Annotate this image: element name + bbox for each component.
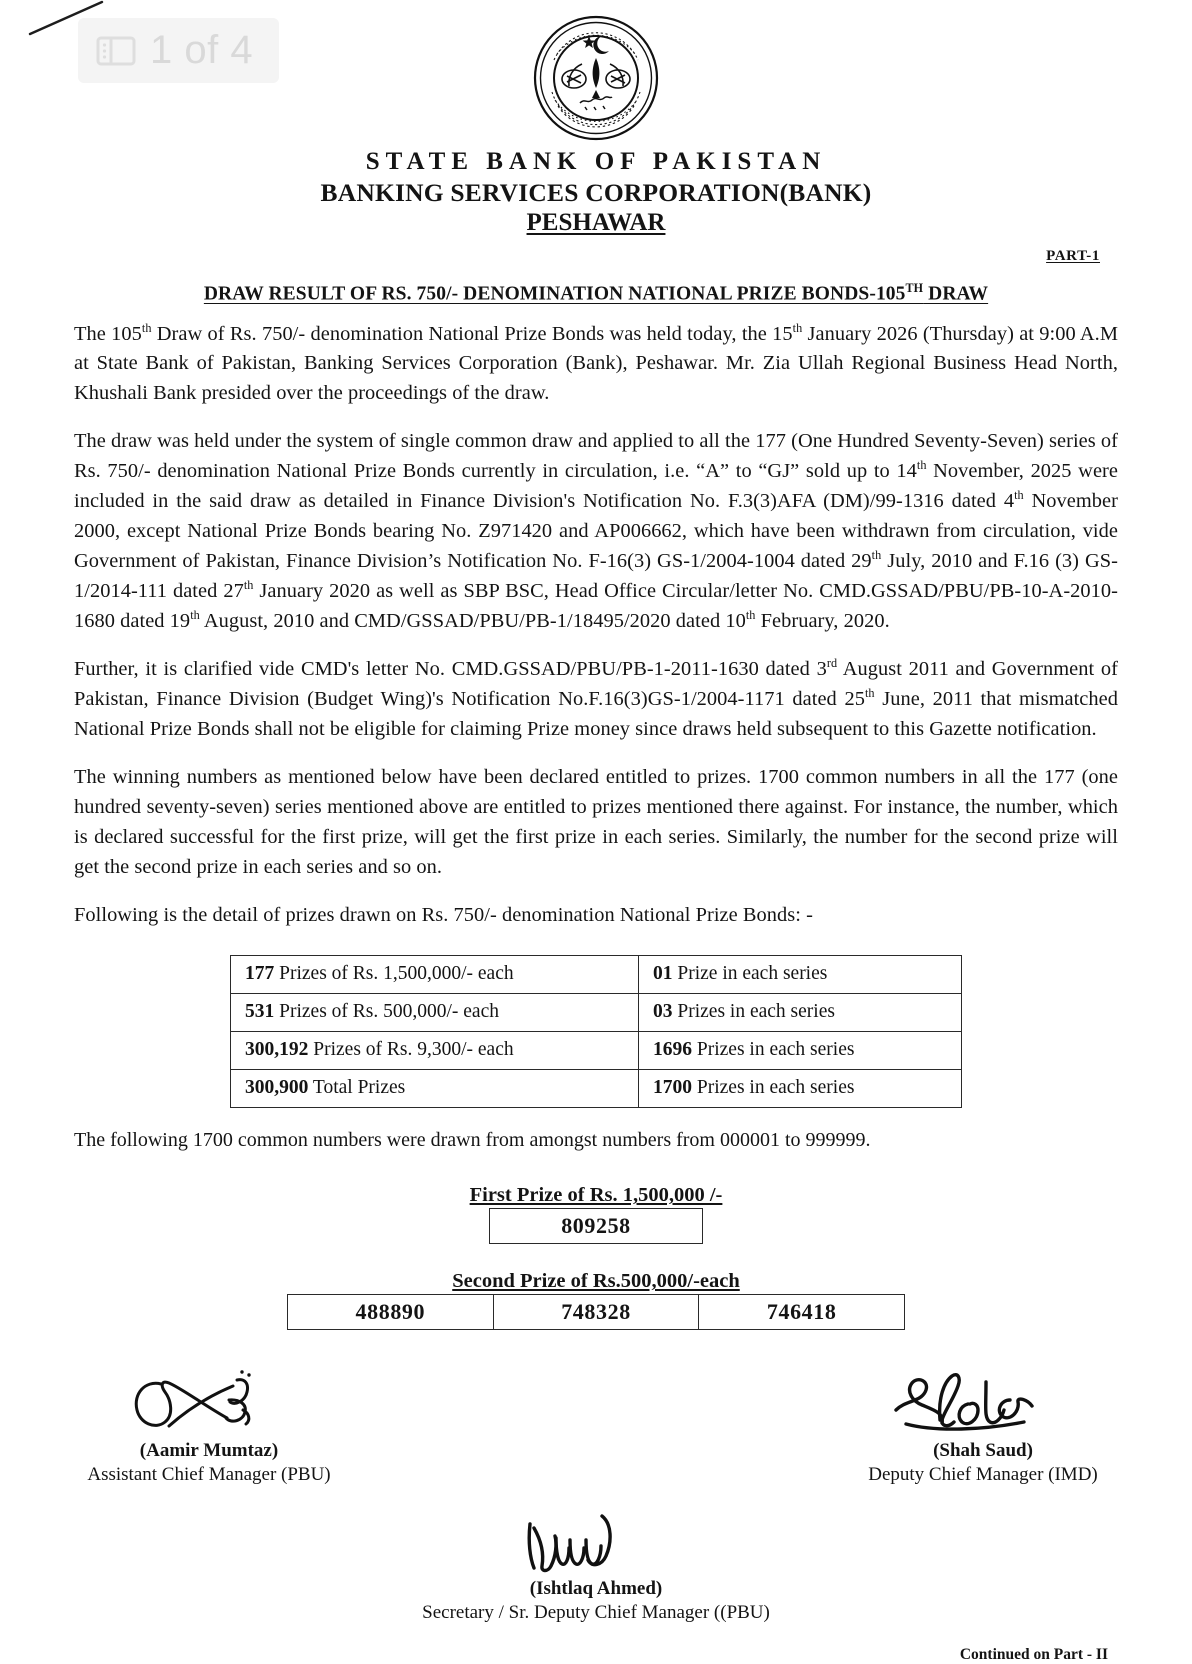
p3-seg-a: Further, it is clarified vide CMD's letter No. CMD.GSSAD/PBU/PB-1-2011-1630 dated 3 (74, 658, 827, 681)
p2-sup-1: th (916, 458, 927, 473)
first-prize-number-box (489, 1208, 703, 1244)
paragraph-series-notification (74, 427, 1118, 637)
series-desc: Prizes in each series (692, 1077, 855, 1099)
second-prize-number: 488890 (355, 1299, 426, 1325)
page-layout-icon (96, 35, 136, 67)
p2-seg-f: August, 2010 and CMD/GSSAD/PBU/PB-1/18495/2020 dated 10 (199, 610, 746, 633)
table-row (231, 956, 962, 994)
signatory-right-name: (Shah Saud) (933, 1440, 1033, 1462)
p2-seg-c: November 2000, except National Prize Bonds bearing No. Z971420 and AP006662, which have been withdrawn from circulation, vide Government of Pakistan, Finance Division’s Notification No. F-16(3) GS-1/2004-1004 dated 29 (74, 490, 1118, 573)
handwritten-signature-icon (109, 1366, 309, 1444)
signatory-center-name: (Ishtlaq Ahmed) (529, 1578, 663, 1600)
prize-summary-table (230, 955, 962, 1108)
signatory-center (74, 1508, 1118, 1624)
second-prize-number: 746418 (766, 1299, 837, 1325)
organisation-heading (74, 148, 1118, 237)
series-count: 1696 (653, 1039, 692, 1061)
prize-desc: Prizes of Rs. 500,000/- each (274, 1001, 499, 1023)
signatory-left-title: Assistant Chief Manager (PBU) (87, 1464, 331, 1486)
series-count: 01 (653, 963, 673, 985)
prize-desc: Prizes of Rs. 1,500,000/- each (274, 963, 514, 985)
title-suffix: DRAW (923, 283, 989, 305)
prize-count: 300,900 (245, 1077, 309, 1099)
second-prize-cell (698, 1294, 905, 1330)
series-count-cell (639, 994, 962, 1032)
first-prize-heading: First Prize of Rs. 1,500,000 /- (469, 1184, 723, 1207)
part-label-row (74, 247, 1118, 265)
second-prize-cell (493, 1294, 699, 1330)
series-count: 1700 (653, 1077, 692, 1099)
table-row (231, 994, 962, 1032)
second-prize-cell (287, 1294, 493, 1330)
p2-seg-d: July, 2010 and F.16 (3) GS-1/2014-111 dated 27 (74, 550, 1118, 603)
p3-sup-1: rd (826, 656, 838, 671)
p2-seg-a: The draw was held under the system of single common draw and applied to all the 177 (One Hundred Seventy-Seven) series of Rs. 750/- denomination National Prize Bonds currently in circulation, i.e. “A” to “GJ” sold up to 14 (74, 430, 1118, 483)
p2-seg-e: January 2020 as well as SBP BSC, Head Office Circular/letter No. CMD.GSSAD/PBU/PB-10-A-2010-1680 dated 19 (74, 580, 1118, 633)
series-desc: Prize in each series (672, 963, 828, 985)
p1-seg-a: The 105 (74, 322, 142, 345)
second-prize-number-row (287, 1294, 905, 1330)
signatory-left (74, 1366, 344, 1486)
p2-sup-3: th (871, 548, 882, 563)
part-label: PART-1 (1046, 248, 1100, 264)
signatory-center-title: Secretary / Sr. Deputy Chief Manager ((PBU) (422, 1602, 770, 1624)
series-desc: Prizes in each series (672, 1001, 835, 1023)
org-line-2: BANKING SERVICES CORPORATION(BANK) (320, 178, 872, 207)
paragraph-prize-detail-intro: Following is the detail of prizes drawn on Rs. 750/- denomination National Prize Bonds: - (74, 904, 813, 927)
paragraph-mismatched-bonds (74, 655, 1118, 745)
prize-table-container (74, 955, 1118, 1108)
second-prize-section (74, 1270, 1118, 1330)
p3-seg-c: June, 2011 that mismatched National Prize Bonds shall not be eligible for claiming Prize money since draws held subsequent to this Gazette notification. (74, 688, 1118, 741)
p1-seg-b: Draw of Rs. 750/- denomination National Prize Bonds was held today, the 15 (151, 322, 793, 345)
org-line-1: STATE BANK OF PAKISTAN (365, 148, 827, 175)
signatory-right-title: Deputy Chief Manager (IMD) (868, 1464, 1098, 1486)
signatory-left-name: (Aamir Mumtaz) (139, 1440, 279, 1462)
p2-seg-g: February, 2020. (755, 610, 890, 633)
sbp-bsc-seal-icon (532, 14, 660, 142)
continued-footer: Continued on Part - II (959, 1646, 1108, 1664)
p2-sup-5: th (190, 608, 200, 623)
series-count-cell (639, 1032, 962, 1070)
prize-count: 531 (245, 1001, 275, 1023)
prize-count-cell (231, 956, 639, 994)
org-line-3: PESHAWAR (526, 209, 666, 236)
p1-seg-c: January 2026 (Thursday) at 9:00 A.M at State Bank of Pakistan, Banking Services Corporation (Bank), Peshawar. Mr. Zia Ullah Regional Business Head North, Khushali Bank presided over the proceedings of the draw. (74, 322, 1118, 405)
table-row (231, 1032, 962, 1070)
title-text: DRAW RESULT OF RS. 750/- DENOMINATION NATIONAL PRIZE BONDS-105 (203, 283, 906, 305)
signatory-right (848, 1366, 1118, 1486)
first-prize-section (74, 1184, 1118, 1244)
p2-seg-b: November, 2025 were included in the said draw as detailed in Finance Division's Notification No. F.3(3)AFA (DM)/99-1316 dated 4 (74, 460, 1118, 513)
series-count-cell (639, 1070, 962, 1108)
handwritten-signature-icon (878, 1366, 1088, 1444)
series-desc: Prizes in each series (692, 1039, 855, 1061)
p1-sup-2: th (792, 320, 803, 335)
p2-sup-6: th (745, 608, 756, 623)
p3-seg-b: August 2011 and Government of Pakistan, Finance Division (Budget Wing)'s Notification No.F.16(3)GS-1/2004-1171 dated 25 (74, 658, 1118, 711)
first-prize-number: 809258 (561, 1213, 631, 1239)
second-prize-number: 748328 (561, 1299, 631, 1325)
series-count: 03 (653, 1001, 673, 1023)
p2-sup-2: th (1014, 488, 1024, 503)
title-ordinal: TH (905, 281, 924, 295)
prize-count-cell (231, 994, 639, 1032)
handwritten-signature-icon (496, 1508, 696, 1584)
paragraph-winning-numbers: The winning numbers as mentioned below have been declared entitled to prizes. 1700 common numbers in all the 177 (one hundred seventy-seven) series mentioned above are entitled to prizes mentioned there against. For instance, the number, which is declared successful for the first prize, will get the first prize in each series. Similarly, the number for the second prize will get the second prize in each series and so on. (74, 766, 1118, 879)
table-row (231, 1070, 962, 1108)
second-prize-heading: Second Prize of Rs.500,000/-each (452, 1270, 740, 1293)
prize-desc: Total Prizes (308, 1077, 406, 1099)
paragraph-common-numbers-range: The following 1700 common numbers were drawn from amongst numbers from 000001 to 999999. (74, 1129, 871, 1152)
prize-count-cell (231, 1032, 639, 1070)
page-indicator-text: 1 of 4 (150, 28, 254, 72)
prize-desc: Prizes of Rs. 9,300/- each (308, 1039, 514, 1061)
signature-row (74, 1366, 1118, 1486)
document-title (74, 281, 1118, 306)
p1-sup-1: th (141, 320, 152, 335)
prize-count: 177 (245, 963, 275, 985)
page-indicator-badge (78, 18, 279, 83)
p3-sup-2: th (864, 686, 875, 701)
p2-sup-4: th (243, 578, 254, 593)
paragraph-draw-details (74, 320, 1118, 410)
prize-count-cell (231, 1070, 639, 1108)
prize-count: 300,192 (245, 1039, 309, 1061)
series-count-cell (639, 956, 962, 994)
